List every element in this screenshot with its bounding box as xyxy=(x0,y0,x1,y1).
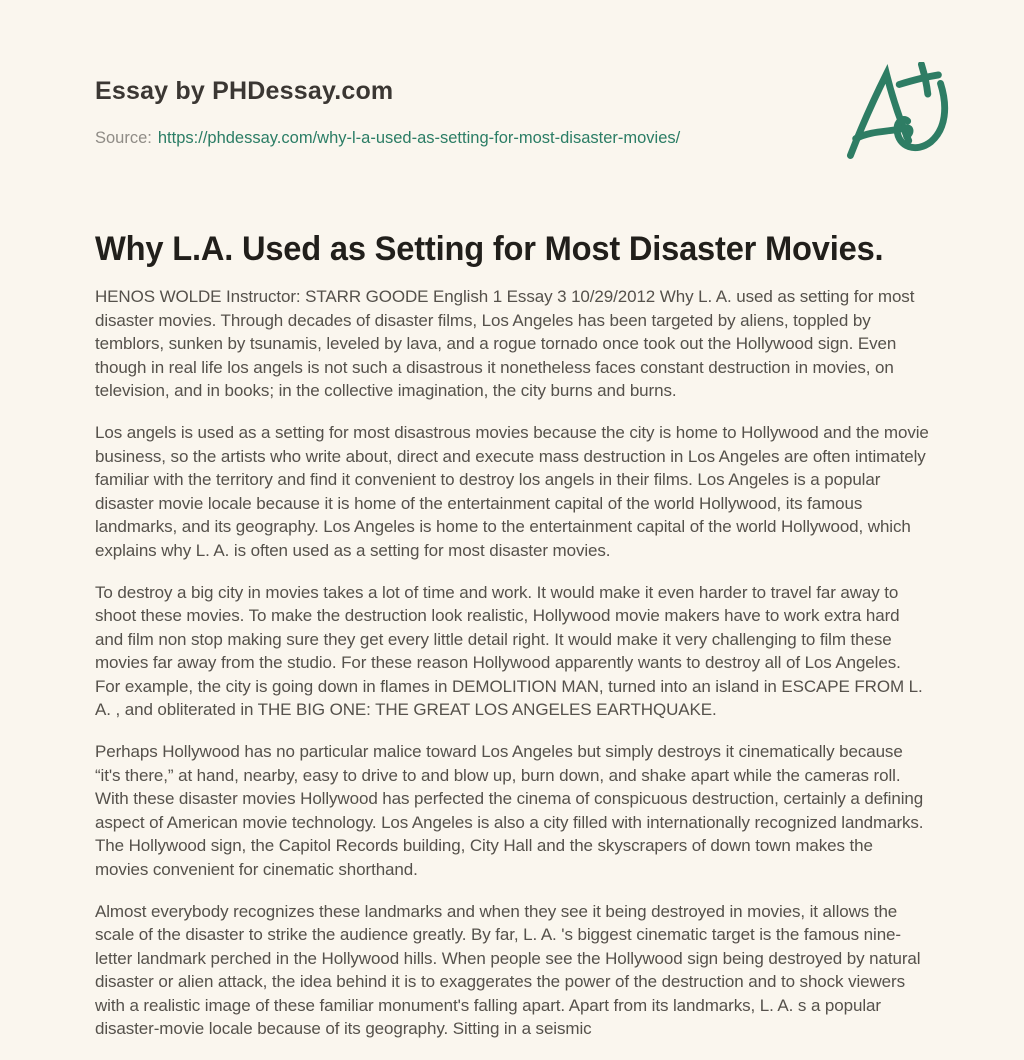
essay-paragraph: HENOS WOLDE Instructor: STARR GOODE English 1 Essay 3 10/29/2012 Why L. A. used as setting for most disaster movies. Through decades of disaster films, Los Angeles has been targeted by aliens, toppled by temblors, sunken by tsunamis, leveled by lava, and a rogue tornado once took out the Hollywood sign. Even though in real life los angels is not such a disastrous it nonetheless faces constant destruction in movies, on television, and in books; in the collective imagination, the city burns and burns. xyxy=(95,287,915,400)
source-row xyxy=(95,127,930,149)
brand-title: Essay by PHDessay.com xyxy=(95,77,394,105)
essay-title: Why L.A. Used as Setting for Most Disaster Movies. xyxy=(95,230,884,268)
source-label: Source: xyxy=(95,129,152,147)
source-link[interactable]: https://phdessay.com/why-l-a-used-as-setting-for-most-disaster-movies/ xyxy=(157,129,681,147)
essay-paragraph: Perhaps Hollywood has no particular malice toward Los Angeles but simply destroys it cinematically because “it's there,” at hand, nearby, easy to drive to and blow up, burn down, and shake apart while the cameras roll. With these disaster movies Hollywood has perfected the cinema of conspicuous destruction, certainly a defining aspect of American movie technology. Los Angeles is also a city filled with internationally recognized landmarks. The Hollywood sign, the Capitol Records building, City Hall and the skyscrapers of down town makes the movies convenient for cinematic shorthand. xyxy=(95,742,924,879)
essay-paragraph: Los angels is used as a setting for most disastrous movies because the city is home to Hollywood and the movie business, so the artists who write about, direct and execute mass destruction in Los Angeles are often intimately familiar with the territory and find it convenient to destroy los angels in their films. Los Angeles is a popular disaster movie locale because it is home of the entertainment capital of the world Hollywood, its famous landmarks, and its geography. Los Angeles is home to the entertainment capital of the world Hollywood, which explains why L. A. is often used as a setting for most disaster movies. xyxy=(95,423,929,560)
page-header xyxy=(95,76,930,149)
phdessay-a-plus-logo-icon xyxy=(843,62,949,160)
essay-paragraph: To destroy a big city in movies takes a lot of time and work. It would make it even harder to travel far away to shoot these movies. To make the destruction look realistic, Hollywood movie makers have to work extra hard and film non stop making sure they get every little detail right. It would make it very challenging to film these movies far away from the studio. For these reason Hollywood apparently wants to destroy all of Los Angeles. For example, the city is going down in flames in DEMOLITION MAN, turned into an island in ESCAPE FROM L. A. , and obliterated in THE BIG ONE: THE GREAT LOS ANGELES EARTHQUAKE. xyxy=(95,582,923,719)
essay-paragraph: Almost everybody recognizes these landmarks and when they see it being destroyed in movies, it allows the scale of the disaster to strike the audience greatly. By far, L. A. 's biggest cinematic target is the famous nine-letter landmark perched in the Hollywood hills. When people see the Hollywood sign being destroyed by natural disaster or alien attack, the idea behind it is to exaggerates the power of the destruction and to shock viewers with a realistic image of these familiar monument's falling apart. Apart from its landmarks, L. A. s a popular disaster-movie locale because of its geography. Sitting in a seismic xyxy=(95,901,921,1038)
essay-body xyxy=(95,285,930,1041)
